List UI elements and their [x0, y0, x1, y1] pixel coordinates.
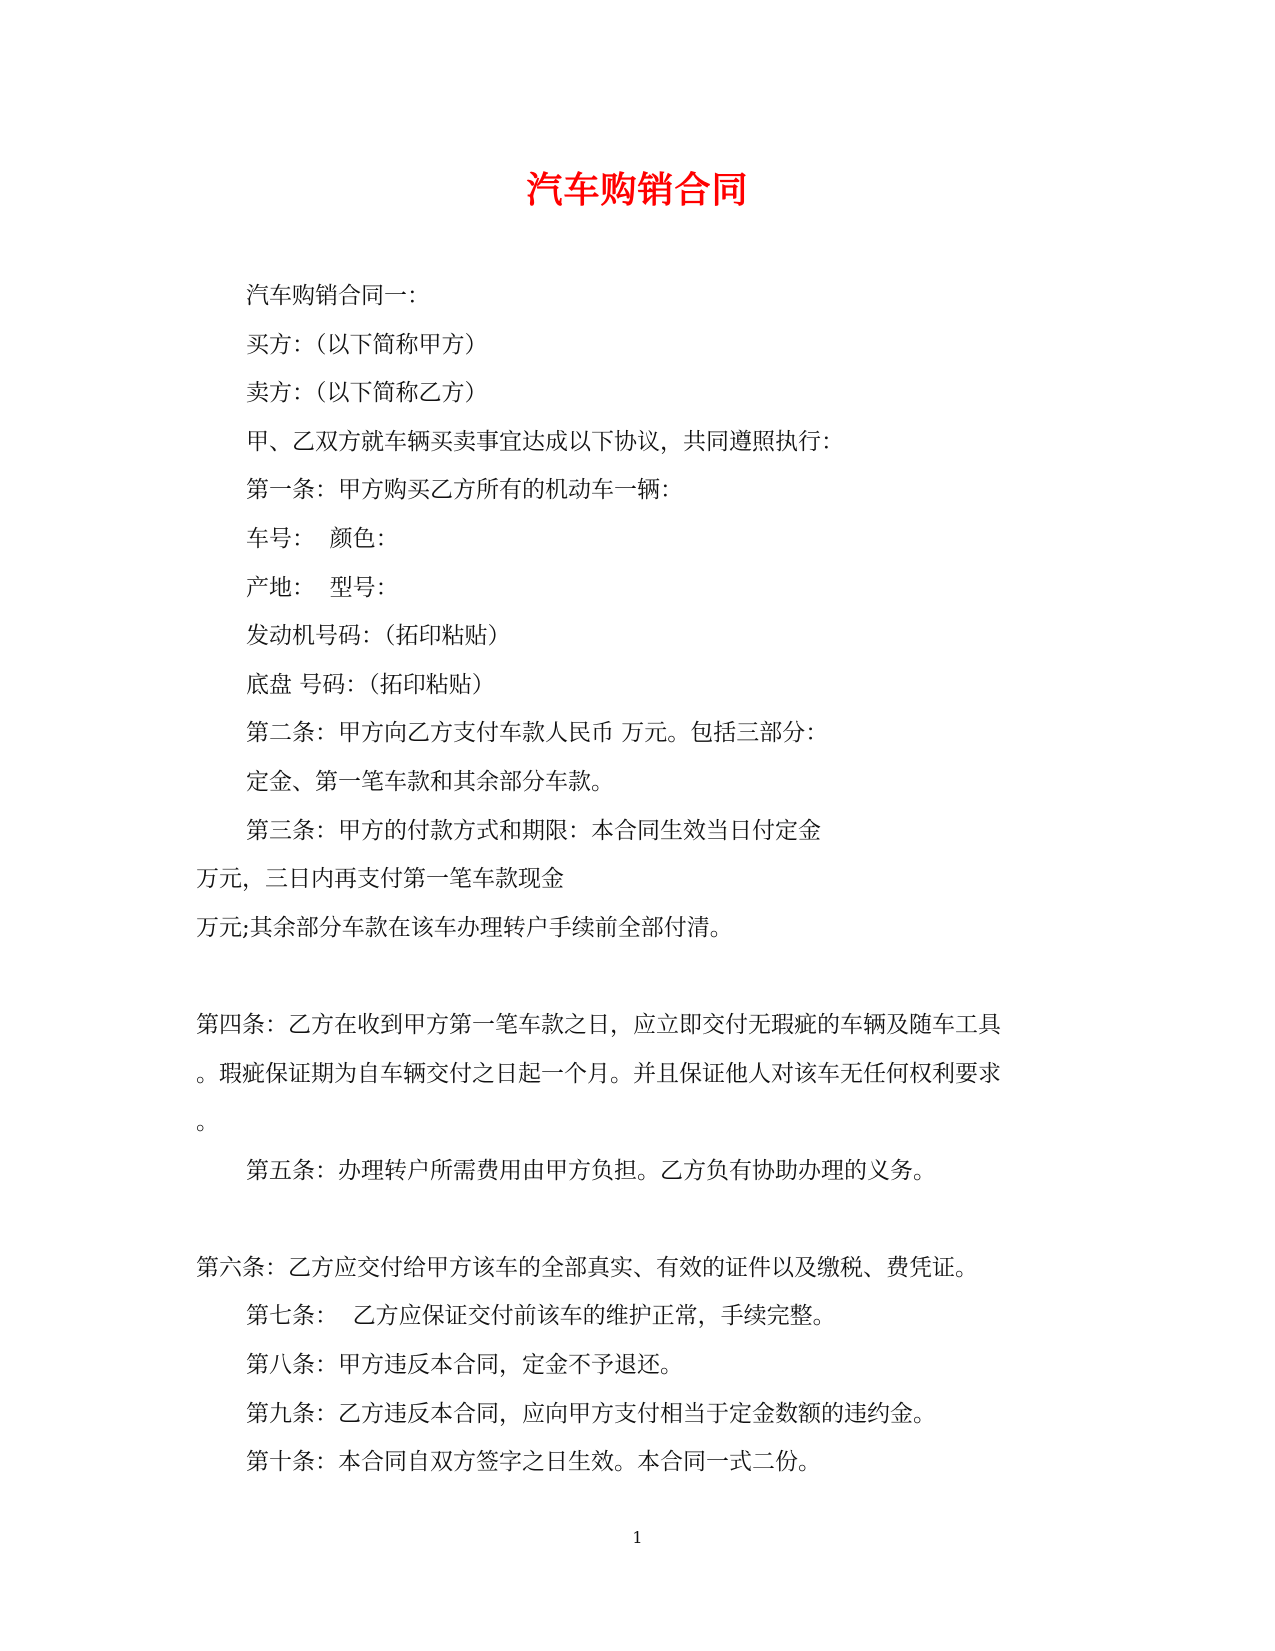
paragraph-line: 车号： 颜色： [246, 525, 399, 552]
paragraph-line: 第四条：乙方在收到甲方第一笔车款之日，应立即交付无瑕疵的车辆及随车工具 [196, 1011, 1001, 1038]
paragraph-line: 产地： 型号： [246, 574, 399, 601]
paragraph-line: 万元，三日内再支付第一笔车款现金 [196, 866, 564, 893]
page-number: 1 [632, 1528, 643, 1547]
paragraph-line: 第十条：本合同自双方签字之日生效。本合同一式二份。 [246, 1449, 821, 1476]
paragraph-line: 汽车购销合同一： [246, 283, 430, 309]
paragraph-line: 第一条：甲方购买乙方所有的机动车一辆： [246, 477, 683, 504]
paragraph-line: 甲、乙双方就车辆买卖事宜达成以下协议，共同遵照执行： [246, 428, 844, 455]
paragraph-line: 定金、第一笔车款和其余部分车款。 [246, 768, 614, 795]
paragraph-line: 。 [196, 1109, 219, 1136]
paragraph-line: 卖方：（以下简称乙方） [246, 380, 488, 407]
paragraph-line: 第六条：乙方应交付给甲方该车的全部真实、有效的证件以及缴税、费凭证。 [196, 1254, 978, 1281]
paragraph-line: 发动机号码：（拓印粘贴） [246, 623, 511, 650]
paragraph-line: 第八条：甲方违反本合同，定金不予退还。 [246, 1352, 683, 1379]
paragraph-line: 第五条：办理转户所需费用由甲方负担。乙方负有协助办理的义务。 [246, 1157, 936, 1184]
paragraph-line: 底盘 号码：（拓印粘贴） [246, 671, 495, 698]
paragraph-line: 买方：（以下简称甲方） [246, 331, 488, 358]
paragraph-line: 第七条： 乙方应保证交付前该车的维护正常，手续完整。 [246, 1303, 836, 1330]
paragraph-line: 第三条：甲方的付款方式和期限：本合同生效当日付定金 [246, 817, 821, 844]
blank-line [196, 1195, 1076, 1244]
document-title: 汽车购销合同 [526, 169, 749, 211]
paragraph-line: 第二条：甲方向乙方支付车款人民币 万元。包括三部分： [246, 720, 829, 747]
blank-line [196, 952, 1076, 1001]
paragraph-line: 万元;其余部分车款在该车办理转户手续前全部付清。 [196, 914, 733, 941]
paragraph-line: 第九条：乙方违反本合同，应向甲方支付相当于定金数额的违约金。 [246, 1400, 936, 1427]
contract-body [196, 272, 1076, 1487]
paragraph-line: 。瑕疵保证期为自车辆交付之日起一个月。并且保证他人对该车无任何权利要求 [196, 1060, 1001, 1087]
